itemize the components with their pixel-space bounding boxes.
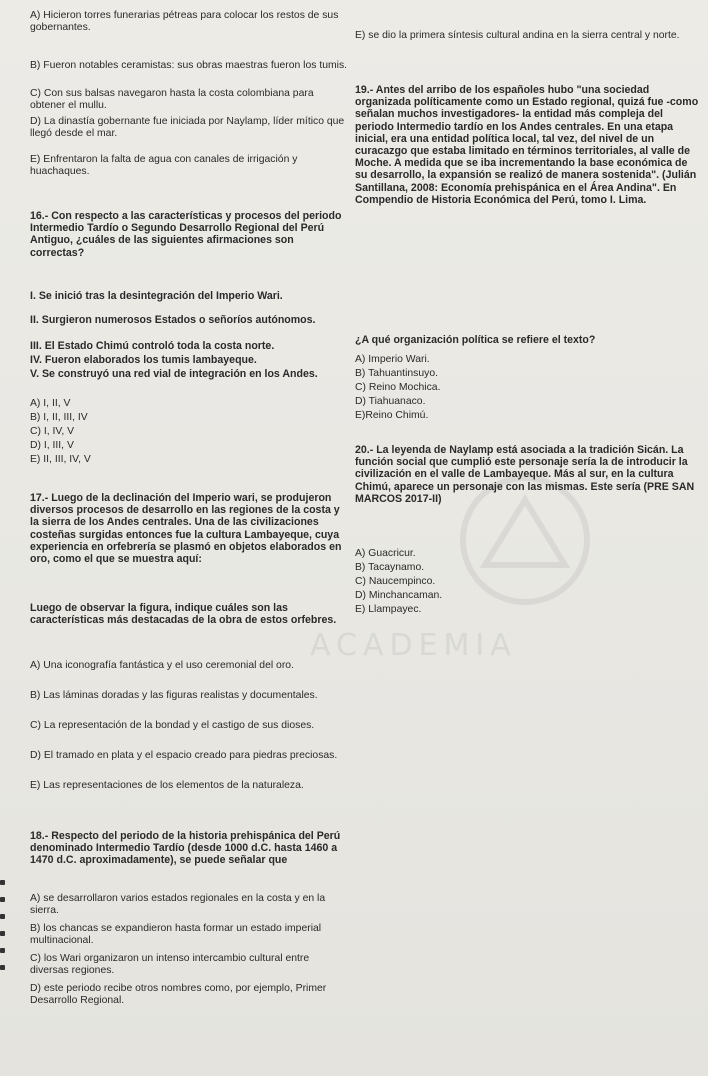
q17-option-e: E) Las representaciones de los elementos de la naturaleza. [30, 780, 304, 791]
q18-option-b: B) los chancas se expandieron hasta formar un estado imperial multinacional. [30, 923, 324, 947]
q19-option-c: C) Reino Mochica. [355, 382, 441, 393]
q15-option-c: C) Con sus balsas navegaron hasta la costa colombiana para obtener el mullu. [30, 88, 317, 112]
q17-option-c: C) La representación de la bondad y el castigo de sus dioses. [30, 720, 315, 731]
binding-edge-marks [0, 880, 10, 982]
edge-mark [0, 948, 5, 953]
q17-instruction: Luego de observar la figura, indique cuáles son las características más destacadas de la obra de estos orfebres. [30, 602, 337, 627]
q19-question: ¿A qué organización política se refiere el texto? [355, 334, 596, 346]
q19-option-a: A) Imperio Wari. [355, 354, 430, 365]
q16-statement-1: I. Se inició tras la desintegración del Imperio Wari. [30, 290, 283, 302]
q19-option-d: D) Tiahuanaco. [355, 396, 426, 407]
q16-statement-4: IV. Fueron elaborados los tumis lambayeque. [30, 354, 257, 366]
q19-stem: 19.- Antes del arribo de los españoles hubo "una sociedad organizada políticamente como un Estado regional, quizá fue -como señalan muchos investigadores- la entidad más compleja del periodo Intermedio tardío en los Andes centrales. En una etapa inicial, era una entidad política local, tal vez, del nivel de un curacazgo que estaba limitado en términos territoriales, al valle de Moche. A medida que se iba incrementando la base económica de su desarrollo, la expansión se realizó de manera sostenida". (Julián Santillana, 2008: Economía prehispánica en el Área Andina". En Compendio de Historia Económica del Perú, tomo I. Lima. [355, 84, 702, 206]
q16-statement-3: III. El Estado Chimú controló toda la costa norte. [30, 340, 275, 352]
q17-option-b: B) Las láminas doradas y las figuras realistas y documentales. [30, 690, 318, 701]
q16-option-b: B) I, II, III, IV [30, 412, 88, 423]
q16-statement-5: V. Se construyó una red vial de integración en los Andes. [30, 368, 318, 380]
academy-watermark: ACADEMIA [310, 628, 517, 663]
q16-option-c: C) I, IV, V [30, 426, 75, 437]
q15-option-b: B) Fueron notables ceramistas: sus obras maestras fueron los tumis. [30, 60, 348, 71]
q20-option-a: A) Guacricur. [355, 548, 416, 559]
q15-option-d: D) La dinastía gobernante fue iniciada por Naylamp, líder mítico que llegó desde el mar. [30, 116, 348, 140]
q18-option-d: D) este periodo recibe otros nombres como, por ejemplo, Primer Desarrollo Regional. [30, 983, 330, 1007]
q19-option-e: E)Reino Chimú. [355, 410, 429, 421]
q15-option-a: A) Hicieron torres funerarias pétreas para colocar los restos de sus gobernantes. [30, 10, 342, 34]
edge-mark [0, 880, 5, 885]
edge-mark [0, 931, 5, 936]
q20-stem: 20.- La leyenda de Naylamp está asociada a la tradición Sicán. La función social que cumplió este personaje sería la de introducir la civilización en el valle de Lambayeque. Más al sur, en la cultura Chimú, aparece un personaje con las mismas. Este sería (PRE SAN MARCOS 2017-II) [355, 444, 698, 505]
q20-option-d: D) Minchancaman. [355, 590, 443, 601]
edge-mark [0, 914, 5, 919]
edge-mark [0, 897, 5, 902]
q19-option-b: B) Tahuantinsuyo. [355, 368, 438, 379]
q18-stem: 18.- Respecto del periodo de la historia prehispánica del Perú denominado Intermedio Tardío (desde 1000 d.C. hasta 1460 a 1470 d.C. aproximadamente), se puede señalar que [30, 830, 344, 867]
q20-option-e: E) Llampayec. [355, 604, 422, 615]
prev-question-option-e: E) se dio la primera síntesis cultural andina en la sierra central y norte. [355, 30, 680, 41]
q16-option-d: D) I, III, V [30, 440, 74, 451]
q20-option-c: C) Naucempinco. [355, 576, 436, 587]
q20-option-b: B) Tacaynamo. [355, 562, 425, 573]
q17-option-a: A) Una iconografía fantástica y el uso ceremonial del oro. [30, 660, 294, 671]
q17-stem: 17.- Luego de la declinación del Imperio wari, se produjeron diversos procesos de desarrollo en las regiones de la costa y la sierra de los Andes centrales. Una de las civilizaciones costeñas surgidas entonces fue la cultura Lambayeque, cuya experiencia en orfebrería se plasmó en objetos elaborados en oro, como el que se muestra aquí: [30, 492, 345, 566]
q16-statement-2: II. Surgieron numerosos Estados o señoríos autónomos. [30, 314, 316, 326]
q18-option-c: C) los Wari organizaron un intenso intercambio cultural entre diversas regiones. [30, 953, 313, 977]
edge-mark [0, 965, 5, 970]
q17-option-d: D) El tramado en plata y el espacio creado para piedras preciosas. [30, 750, 338, 761]
q16-option-e: E) II, III, IV, V [30, 454, 91, 465]
q15-option-e: E) Enfrentaron la falta de agua con canales de irrigación y huachaques. [30, 154, 301, 178]
q16-stem: 16.- Con respecto a las características y procesos del periodo Intermedio Tardío o Segundo Desarrollo Regional del Perú Antiguo, ¿cuáles de las siguientes afirmaciones son correctas? [30, 210, 345, 259]
q18-option-a: A) se desarrollaron varios estados regionales en la costa y en la sierra. [30, 893, 329, 917]
q16-option-a: A) I, II, V [30, 398, 71, 409]
